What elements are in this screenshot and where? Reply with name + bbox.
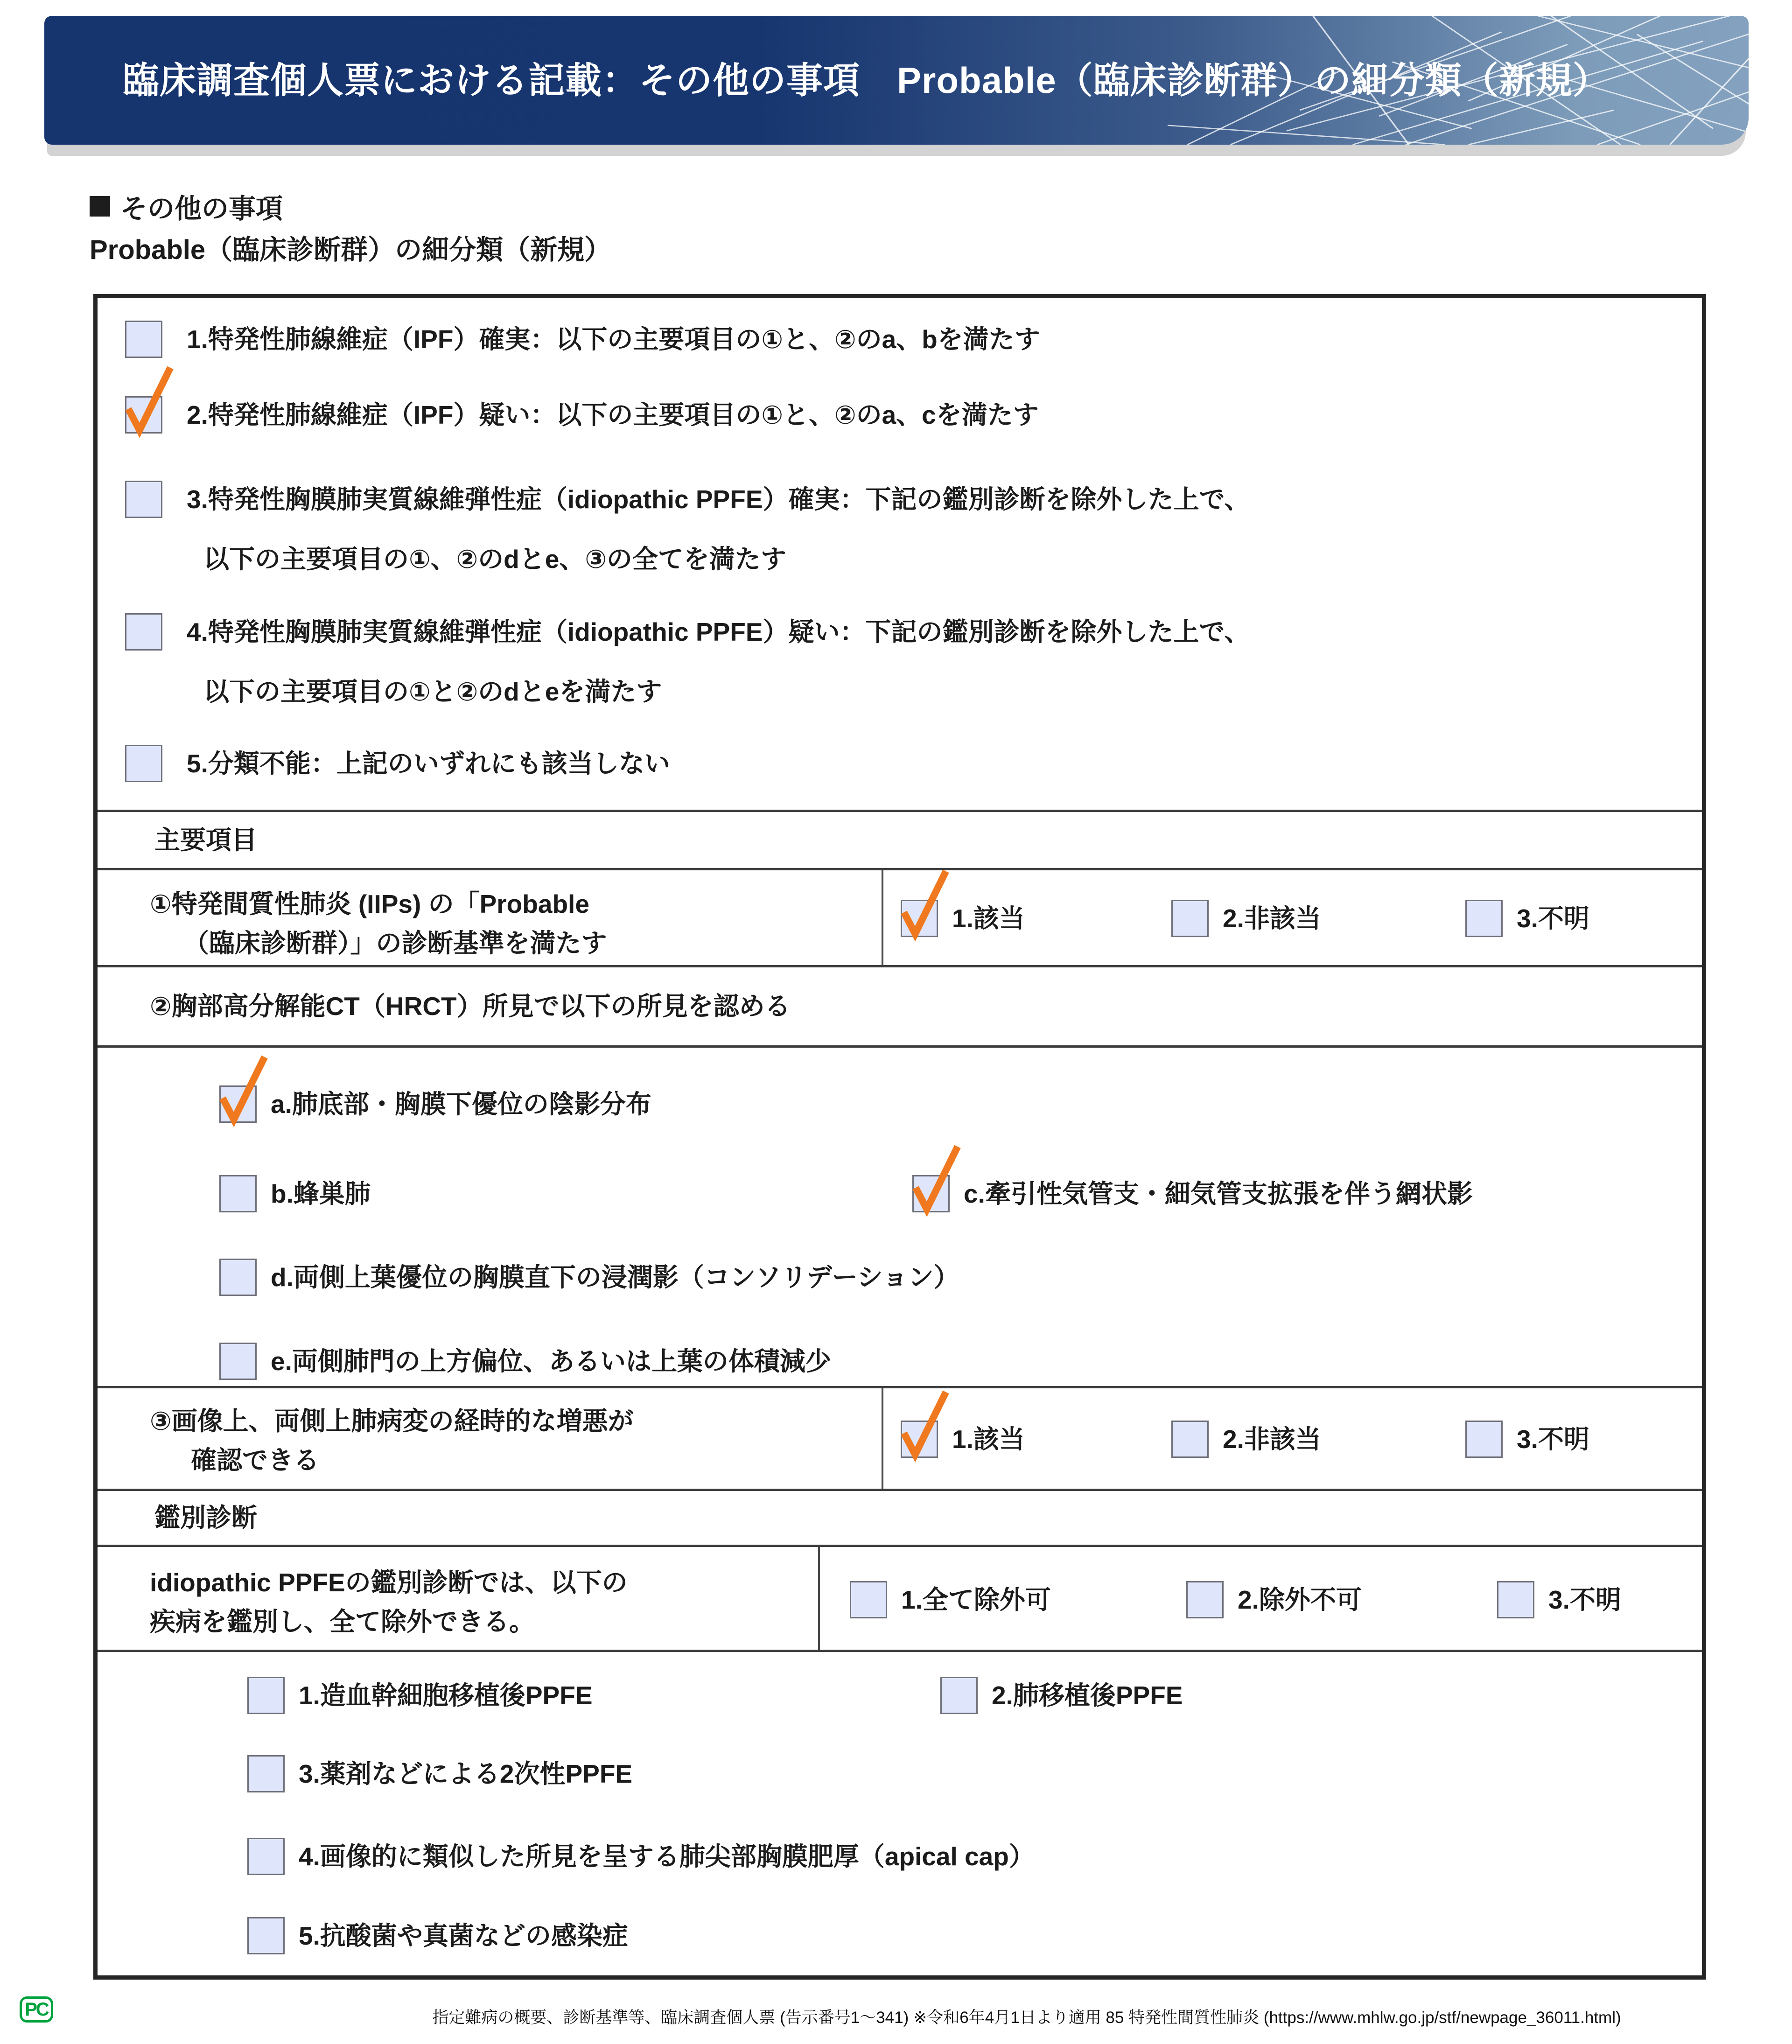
classification-item-1 (125, 319, 1040, 359)
option-label: 1.該当 (952, 904, 1025, 933)
item-label: c.牽引性気管支・細気管支拡張を伴う網状影 (964, 1179, 1473, 1208)
option-label: 1.該当 (952, 1425, 1025, 1454)
classification-item-2 (125, 395, 1039, 435)
item-label-line2: 以下の主要項目の①、②のdとe、③の全てを満たす (203, 545, 786, 574)
differential-diseases-section (98, 1652, 1702, 1975)
classification-item-5 (125, 743, 670, 784)
option-checkbox[interactable] (850, 1581, 887, 1618)
header-banner (44, 16, 1749, 145)
option-group (1171, 1419, 1321, 1459)
q3-text-cell (98, 1388, 883, 1489)
disease-item-2 (940, 1675, 1183, 1715)
question-row-q3 (98, 1388, 1702, 1491)
hrct-findings-section (98, 1048, 1702, 1388)
option-checkbox[interactable] (901, 1421, 938, 1458)
checkbox[interactable] (247, 1838, 285, 1875)
disease-item-4 (247, 1836, 1035, 1876)
option-label: 2.非該当 (1223, 904, 1321, 933)
differential-text-cell (98, 1547, 820, 1650)
check-icon (897, 868, 953, 942)
option-group (1171, 898, 1321, 938)
item-label: 1.特発性肺線維症（IPF）確実：以下の主要項目の①と、②のa、bを満たす (187, 325, 1040, 354)
item-label: 1.造血幹細胞移植後PPFE (299, 1681, 593, 1710)
checkbox[interactable] (912, 1175, 950, 1212)
section-heading (90, 187, 283, 226)
option-checkbox[interactable] (1465, 1421, 1503, 1458)
checkbox[interactable] (219, 1175, 257, 1212)
check-icon (897, 1388, 953, 1463)
option-group (1465, 898, 1589, 938)
hrct-finding-a (219, 1084, 651, 1124)
checkbox[interactable] (247, 1755, 285, 1792)
item-label: d.両側上葉優位の胸膜直下の浸潤影（コンソリデーション） (271, 1263, 959, 1292)
differential-line1: idiopathic PPFEの鑑別診断では、以下の (150, 1568, 628, 1597)
hrct-finding-e (219, 1341, 831, 1381)
checkbox[interactable] (125, 481, 162, 518)
item-label: 3.特発性胸膜肺実質線維弾性症（idiopathic PPFE）確実：下記の鑑別診断を除外した上で、 (187, 485, 1250, 514)
option-group (901, 898, 1025, 938)
classification-item-3 (125, 479, 1250, 519)
item-label: 5.分類不能：上記のいずれにも該当しない (187, 749, 670, 778)
checkbox[interactable] (219, 1259, 257, 1296)
classification-item-4 (125, 612, 1250, 652)
check-icon (122, 364, 178, 439)
item-label: 4.特発性胸膜肺実質線維弾性症（idiopathic PPFE）疑い：下記の鑑別診断を除外した上で、 (187, 617, 1250, 646)
page-subtitle: Probable（臨床診断群）の細分類（新規） (90, 235, 612, 265)
form-table (93, 294, 1706, 1980)
differential-options-cell (820, 1547, 1702, 1650)
option-label: 2.非該当 (1223, 1425, 1321, 1454)
pc-logo-text: PC (25, 1999, 48, 2020)
question-row-q1 (98, 870, 1702, 967)
checkbox[interactable] (125, 613, 162, 651)
checkbox[interactable] (125, 321, 162, 358)
option-label: 3.不明 (1517, 1425, 1589, 1454)
option-label: 3.不明 (1517, 904, 1589, 933)
item-label: 5.抗酸菌や真菌などの感染症 (299, 1921, 628, 1950)
option-group (850, 1580, 1051, 1620)
classification-section (98, 298, 1702, 812)
check-icon (216, 1053, 272, 1128)
checkbox[interactable] (219, 1085, 257, 1123)
item-label: 4.画像的に類似した所見を呈する肺尖部胸膜肥厚（apical cap） (299, 1842, 1035, 1871)
footer-source: 指定難病の概要、診断基準等、臨床調査個人票 (告示番号1～341) ※令和6年4月1日より適用 85 特発性間質性肺炎 (https://www.mhlw.go.jp/stf/newpage_36011.html) (432, 2009, 1621, 2027)
item-label: 3.薬剤などによる2次性PPFE (299, 1759, 633, 1788)
section-row-differential (98, 1491, 1702, 1547)
disease-item-3 (247, 1754, 632, 1794)
item-label-line2: 以下の主要項目の①と②のdとeを満たす (203, 677, 662, 706)
option-label: 1.全て除外可 (901, 1585, 1051, 1614)
hrct-finding-b (219, 1174, 371, 1214)
disease-item-1 (247, 1675, 593, 1715)
differential-line2: 疾病を鑑別し、全て除外できる。 (150, 1607, 535, 1636)
checkbox[interactable] (125, 396, 162, 434)
checkbox[interactable] (125, 745, 162, 782)
q1-line1: ①特発間質性肺炎 (IIPs) の「Probable (150, 889, 589, 918)
item-label: e.両側肺門の上方偏位、あるいは上葉の体積減少 (271, 1347, 831, 1376)
checkbox[interactable] (247, 1917, 285, 1954)
pc-logo (20, 1996, 53, 2023)
item-label: 2.特発性肺線維症（IPF）疑い：以下の主要項目の①と、②のa、cを満たす (187, 400, 1039, 429)
option-checkbox[interactable] (1171, 900, 1209, 937)
hrct-finding-c (912, 1174, 1473, 1214)
q3-line2: 確認できる (191, 1446, 320, 1475)
section-heading-label: その他の事項 (120, 194, 283, 224)
option-checkbox[interactable] (901, 900, 938, 937)
checkbox[interactable] (219, 1343, 257, 1380)
checkbox[interactable] (940, 1677, 978, 1714)
black-square-icon (90, 196, 110, 217)
item-label: b.蜂巣肺 (271, 1179, 371, 1208)
question-row-q2 (98, 967, 1702, 1048)
section-label: 鑑別診断 (154, 1503, 258, 1532)
option-group (901, 1419, 1025, 1459)
option-group (1497, 1580, 1621, 1620)
check-icon (909, 1143, 965, 1218)
q1-options-cell (883, 870, 1702, 965)
option-group (1465, 1419, 1589, 1459)
option-checkbox[interactable] (1465, 900, 1503, 937)
option-label: 2.除外不可 (1238, 1585, 1362, 1614)
hrct-finding-d (219, 1257, 959, 1297)
page-title: 臨床調査個人票における記載：その他の事項 Probable（臨床診断群）の細分類（新規） (123, 60, 1610, 101)
item-label: a.肺底部・胸膜下優位の陰影分布 (271, 1090, 651, 1119)
disease-item-5 (247, 1916, 628, 1956)
option-checkbox[interactable] (1497, 1581, 1534, 1618)
option-label: 3.不明 (1548, 1585, 1621, 1614)
option-checkbox[interactable] (1171, 1421, 1209, 1458)
q1-text-cell (98, 870, 883, 965)
item-label: 2.肺移植後PPFE (992, 1681, 1183, 1710)
q3-options-cell (883, 1388, 1702, 1489)
option-checkbox[interactable] (1186, 1581, 1224, 1618)
q1-line2: （臨床診断群）」の診断基準を満たす (183, 929, 607, 958)
option-group (1186, 1580, 1362, 1620)
section-label: 主要項目 (154, 826, 258, 854)
q2-title: ②胸部高分解能CT（HRCT）所見で以下の所見を認める (150, 992, 791, 1021)
q3-line1: ③画像上、両側上肺病変の経時的な増悪が (150, 1407, 634, 1435)
checkbox[interactable] (247, 1677, 285, 1714)
section-row-main-items (98, 812, 1702, 870)
differential-question-row (98, 1547, 1702, 1652)
